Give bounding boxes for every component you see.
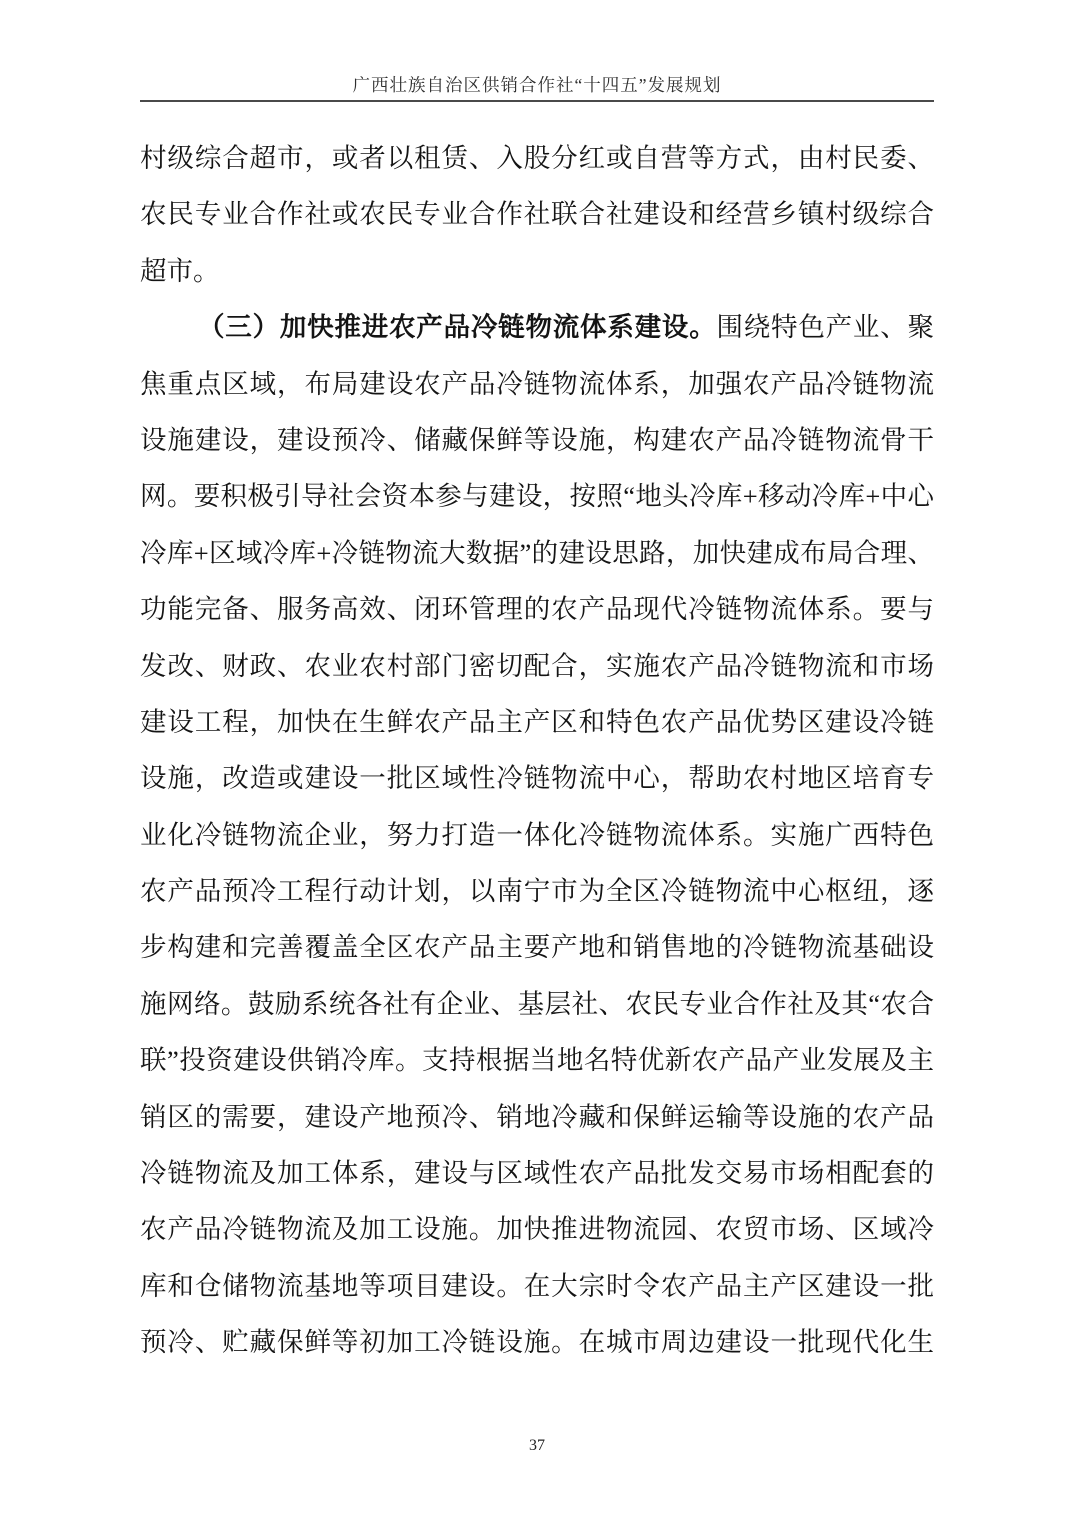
text-run: 联”投资建设供销冷库。支持根据当地名特优新农产品产业发展及主 — [140, 1045, 934, 1076]
text-line — [140, 412, 934, 468]
page-header — [140, 74, 934, 102]
text-line — [140, 186, 934, 242]
text-run: 步构建和完善覆盖全区农产品主要产地和销售地的冷链物流基础设 — [140, 932, 934, 963]
text-line — [140, 863, 934, 919]
text-line — [140, 638, 934, 694]
text-line — [140, 1314, 934, 1370]
text-run: 设施，改造或建设一批区域性冷链物流中心，帮助农村地区培育专 — [140, 763, 934, 794]
text-run: 施网络。鼓励系统各社有企业、基层社、农民专业合作社及其“农合 — [140, 988, 934, 1019]
text-line — [140, 243, 934, 299]
text-line — [140, 919, 934, 975]
text-run: 预冷、贮藏保鲜等初加工冷链设施。在城市周边建设一批现代化生 — [140, 1327, 934, 1358]
text-run: 发改、财政、农业农村部门密切配合，实施农产品冷链物流和市场 — [140, 650, 934, 681]
header-title: 广西壮族自治区供销合作社“十四五”发展规划 — [352, 75, 722, 95]
text-run: 业化冷链物流企业，努力打造一体化冷链物流体系。实施广西特色 — [140, 819, 934, 850]
text-run: 功能完备、服务高效、闭环管理的农产品现代冷链物流体系。要与 — [140, 594, 934, 625]
document-body — [140, 130, 934, 1371]
text-line — [140, 299, 934, 355]
text-run: 农民专业合作社或农民专业合作社联合社建设和经营乡镇村级综合 — [140, 199, 934, 230]
text-line — [140, 750, 934, 806]
section-heading-bold-run: （三）加快推进农产品冷链物流体系建设。 — [198, 312, 717, 343]
page-number: 37 — [529, 1437, 545, 1454]
text-run: 销区的需要，建设产地预冷、销地冷藏和保鲜运输等设施的农产品 — [140, 1101, 934, 1132]
text-line — [140, 130, 934, 186]
text-run: 库和仓储物流基地等项目建设。在大宗时令农产品主产区建设一批 — [140, 1270, 934, 1301]
text-run: 农产品冷链物流及加工设施。加快推进物流园、农贸市场、区域冷 — [140, 1214, 934, 1245]
text-line — [140, 356, 934, 412]
text-run: 农产品预冷工程行动计划，以南宁市为全区冷链物流中心枢纽，逐 — [140, 876, 934, 907]
text-line — [140, 1258, 934, 1314]
text-line — [140, 976, 934, 1032]
text-run: 村级综合超市，或者以租赁、入股分红或自营等方式，由村民委、 — [140, 143, 934, 173]
page-footer — [140, 1436, 934, 1456]
text-run: 冷库+区域冷库+冷链物流大数据”的建设思路，加快建成布局合理、 — [140, 537, 934, 568]
text-line — [140, 807, 934, 863]
text-line — [140, 694, 934, 750]
text-run: 设施建设，建设预冷、储藏保鲜等设施，构建农产品冷链物流骨干 — [140, 424, 934, 455]
text-line — [140, 1201, 934, 1257]
text-line — [140, 1089, 934, 1145]
text-run: 冷链物流及加工体系，建设与区域性农产品批发交易市场相配套的 — [140, 1158, 934, 1189]
text-line — [140, 581, 934, 637]
text-run: 网。要积极引导社会资本参与建设，按照“地头冷库+移动冷库+中心 — [140, 481, 934, 512]
text-run: 焦重点区域，布局建设农产品冷链物流体系，加强农产品冷链物流 — [140, 368, 934, 399]
text-line — [140, 1032, 934, 1088]
text-line — [140, 468, 934, 524]
text-run: 围绕特色产业、聚 — [716, 312, 934, 343]
text-line — [140, 1145, 934, 1201]
text-line — [140, 525, 934, 581]
text-run: 建设工程，加快在生鲜农产品主产区和特色农产品优势区建设冷链 — [140, 706, 934, 737]
text-run: 超市。 — [140, 255, 220, 286]
